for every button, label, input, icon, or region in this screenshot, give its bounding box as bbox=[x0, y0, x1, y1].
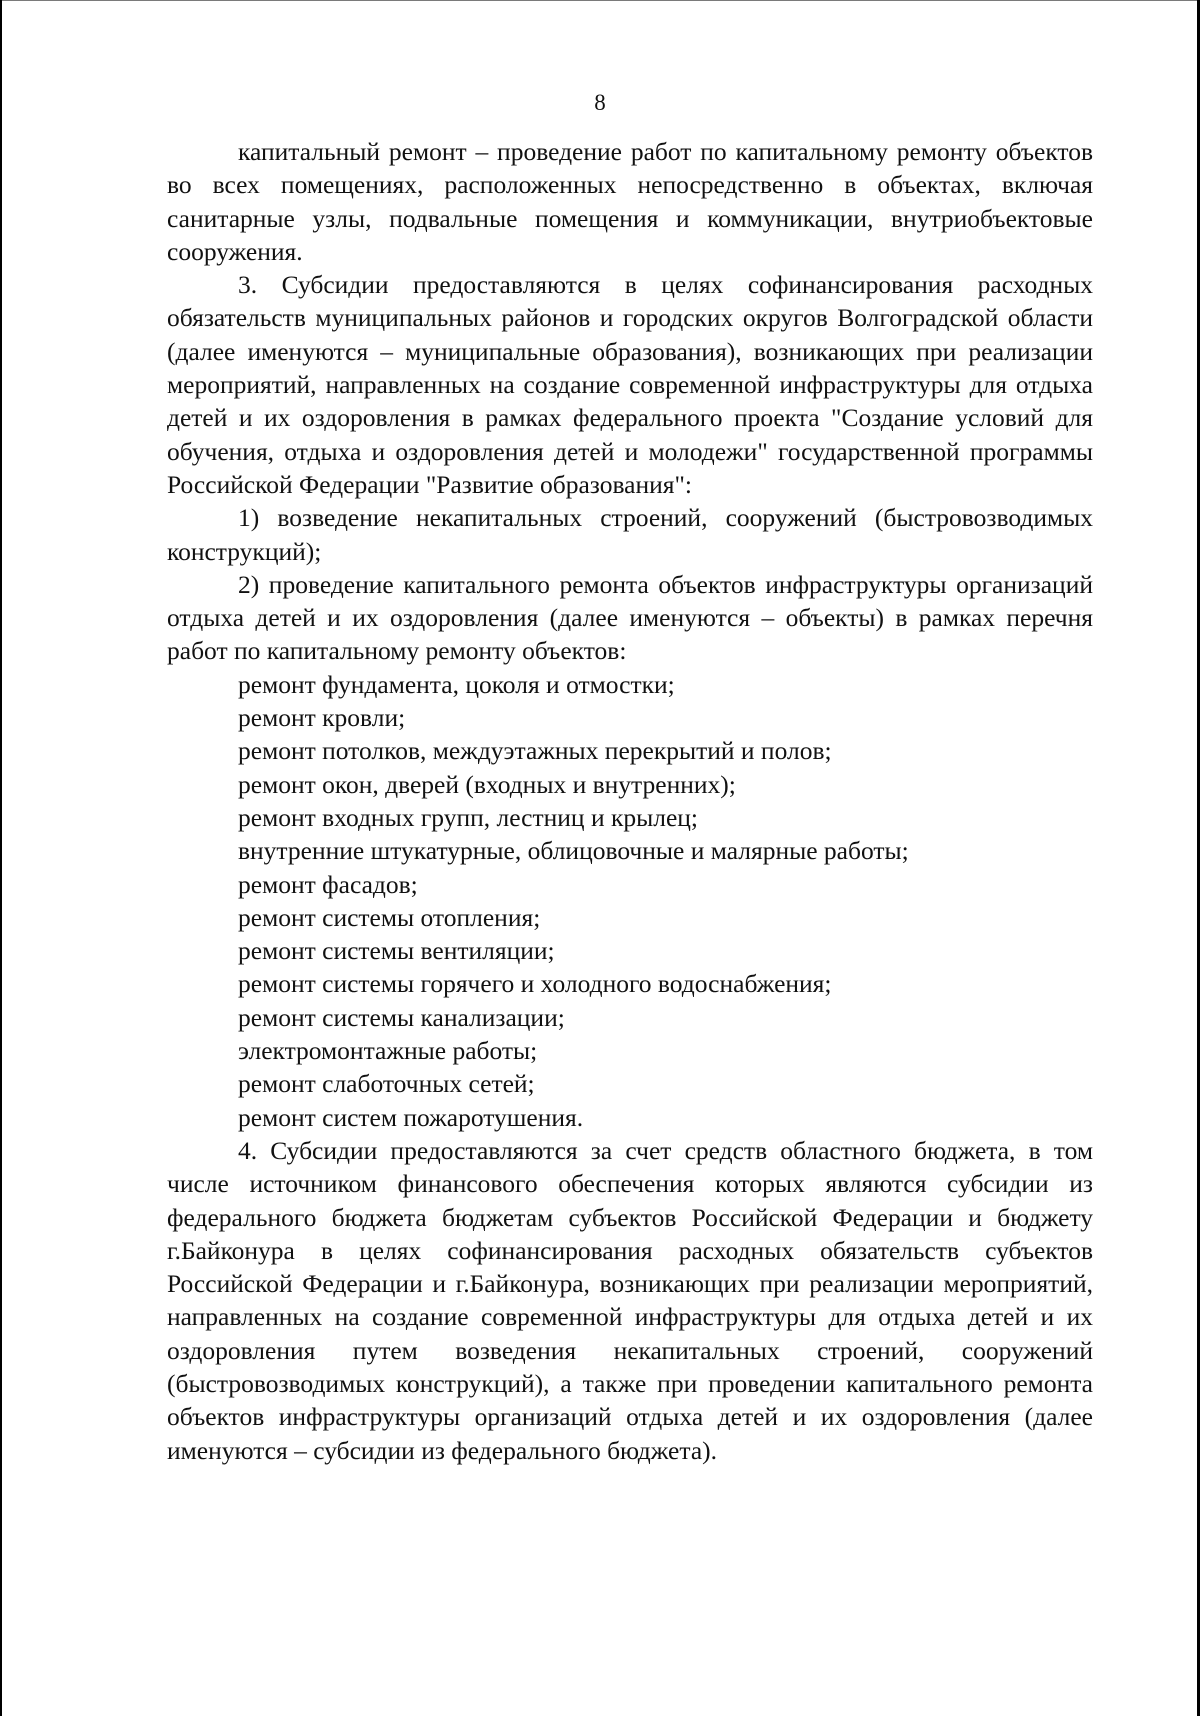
list-item: ремонт системы канализации; bbox=[238, 1002, 565, 1032]
paragraph-clause-3: 3. Субсидии предоставляются в целях софинансирования расходных обязательств муниципальных районов и городских округов Волгоградской области (далее именуются – муниципальные образования), возникающих при реализации мероприятий, направленных на создание современной инфраструктуры для отдыха детей и их оздоровления в рамках федерального проекта "Создание условий для обучения, отдыха и оздоровления детей и молодежи" государственной программы Российской Федерации "Развитие образования": bbox=[167, 270, 1093, 499]
list-item: ремонт системы горячего и холодного водоснабжения; bbox=[238, 969, 832, 999]
list-item: ремонт слаботочных сетей; bbox=[238, 1069, 535, 1099]
list-item: ремонт фасадов; bbox=[238, 869, 418, 899]
list-item: ремонт системы вентиляции; bbox=[238, 936, 555, 966]
list-item: ремонт системы отопления; bbox=[238, 902, 541, 932]
list-item: электромонтажные работы; bbox=[238, 1036, 538, 1066]
repair-works-list bbox=[167, 668, 1093, 1134]
paragraph-capital-repair-definition: капитальный ремонт – проведение работ по капитальному ремонту объектов во всех помещениях, расположенных непосредственно в объектах, включая санитарные узлы, подвальные помещения и коммуникации, внутриобъектовые сооружения. bbox=[167, 137, 1093, 266]
list-item: ремонт окон, дверей (входных и внутренних); bbox=[238, 769, 736, 799]
list-item: ремонт входных групп, лестниц и крылец; bbox=[238, 802, 699, 832]
list-item: ремонт фундамента, цоколя и отмостки; bbox=[238, 669, 675, 699]
list-item: ремонт потолков, междуэтажных перекрытий и полов; bbox=[238, 736, 832, 766]
document-body bbox=[167, 135, 1093, 1467]
list-item: внутренние штукатурные, облицовочные и малярные работы; bbox=[238, 836, 909, 866]
list-item: ремонт кровли; bbox=[238, 703, 406, 733]
paragraph-clause-4: 4. Субсидии предоставляются за счет средств областного бюджета, в том числе источником финансового обеспечения которых являются субсидии из федерального бюджета бюджетам субъектов Российской Федерации и бюджету г.Байконура в целях софинансирования расходных обязательств субъектов Российской Федерации и г.Байконура, возникающих при реализации мероприятий, направленных на создание современной инфраструктуры для отдыха детей и их оздоровления путем возведения некапитальных строений, сооружений (быстровозводимых конструкций), а также при проведении капитального ремонта объектов инфраструктуры организаций отдыха детей и их оздоровления (далее именуются – субсидии из федерального бюджета). bbox=[167, 1135, 1093, 1465]
scan-edge-left bbox=[0, 0, 2, 1716]
paragraph-clause-3-item-2: 2) проведение капитального ремонта объектов инфраструктуры организаций отдыха детей и их оздоровления (далее именуются – объекты) в рамках перечня работ по капитальному ремонту объектов: bbox=[167, 569, 1093, 666]
scan-edge-top bbox=[0, 0, 1200, 1]
paragraph-clause-3-item-1: 1) возведение некапитальных строений, сооружений (быстровозводимых конструкций); bbox=[167, 503, 1093, 566]
page-number: 8 bbox=[594, 90, 606, 115]
list-item: ремонт систем пожаротушения. bbox=[238, 1102, 584, 1132]
